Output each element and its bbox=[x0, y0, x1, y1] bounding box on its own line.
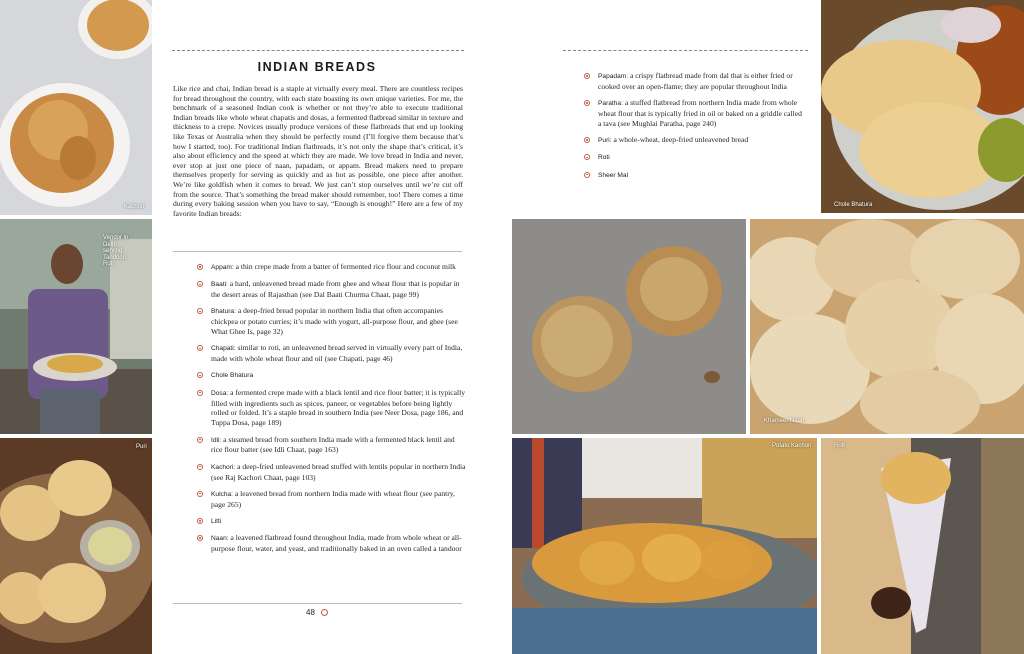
photo-puri bbox=[0, 438, 152, 654]
bullet-icon bbox=[197, 491, 203, 497]
photo-potato-kachori bbox=[512, 438, 817, 654]
photo-chole-bhatura bbox=[821, 0, 1024, 213]
photo-kachori bbox=[0, 0, 152, 215]
list-top-rule bbox=[173, 251, 462, 252]
list-item: Litti bbox=[197, 516, 467, 527]
list-item: Puri: a whole-wheat, deep-fried unleavened bread bbox=[584, 135, 804, 146]
page-title: INDIAN BREADS bbox=[257, 60, 377, 74]
list-item: Chole Bhatura bbox=[197, 370, 467, 381]
page-number: 48 bbox=[306, 608, 315, 617]
list-item: Dosa: a fermented crepe made with a black lentil and rice flour batter; it is typically filled with ingredients such as spices, paneer, or vegetables before being lightly rolled or folded. It’s a staple bread in southern India (see Neer Dosa, page 186, and Tuppa Dosa, page 189) bbox=[197, 388, 467, 429]
bullet-icon bbox=[584, 100, 590, 106]
bullet-icon bbox=[197, 308, 203, 314]
bullet-icon bbox=[197, 264, 203, 270]
top-rule-left bbox=[172, 50, 464, 51]
list-item: Naan: a leavened flatbread found throughout India, made from whole wheat or all-purpose flour, water, and yeast, and traditionally baked in an oven called a tandoor bbox=[197, 533, 467, 554]
intro-paragraph: Like rice and chai, Indian bread is a staple at virtually every meal. There are countless recipes for bread throughout the country, with each state boasting its own unique varieties. For me, the benchmark of a seasoned Indian cook is whether or not they’re able to execute traditional Indian breads like whole wheat chapatis and dosas, a fermented flatbread similar in texture and thickness to a crepe. Novices usually produce versions of these flatbreads that end up looking like Texas or Australia when they should be perfectly round (I’ll forgive them because that’s how I started, too). For traditional Indian flatbreads, it’s not only the shape that’s critical, it’s also about efficiency and the speed at which they are made. We love bread in India and never, ever stop at just one piece of naan, papadam, or appam. Bread makers need to prepare themselves properly for serving as quickly and as hot as possible, one piece after another. We’re like goldfish when it comes to bread. We just can’t stop ourselves until we’re cut off from the source. That’s something the bread maker should remember, too! There comes a time during every baking session when you have to say, “Enough is enough!” Here are a few of my favorite Indian breads: bbox=[173, 84, 463, 218]
bullet-icon bbox=[197, 281, 203, 287]
list-item: Baati: a hard, unleavened bread made from ghee and wheat flour that is popular in the desert areas of Rajasthan (see Dal Baati Churma Chaat, page 99) bbox=[197, 279, 467, 300]
bullet-icon bbox=[197, 437, 203, 443]
photo-baati bbox=[512, 219, 746, 434]
page-number-ornament-icon bbox=[321, 609, 328, 616]
list-item: Kulcha: a leavened bread from northern India made with wheat flour (see pantry, page 265) bbox=[197, 489, 467, 510]
caption-khameer-naan: Khameer Naan bbox=[764, 418, 805, 424]
caption-puri: Puri bbox=[136, 444, 147, 450]
list-item: Roti bbox=[584, 152, 804, 163]
photo-khameer-naan bbox=[750, 219, 1024, 434]
bullet-icon bbox=[584, 73, 590, 79]
photo-roti bbox=[821, 438, 1024, 654]
list-item: Idli: a steamed bread from southern India made with a fermented black lentil and rice flour batter (see Idli Chaat, page 163) bbox=[197, 435, 467, 456]
top-rule-right bbox=[563, 50, 808, 51]
caption-kachori: Kachori bbox=[124, 204, 145, 210]
caption-potato-kachori: Potato Kachori bbox=[772, 443, 812, 449]
list-bottom-rule bbox=[173, 603, 462, 604]
bullet-icon bbox=[197, 518, 203, 524]
list-item: Paratha: a stuffed flatbread from northern India made from whole wheat flour that is typically fried in oil or baked on a griddle called a tava (see Mughlai Paratha, page 240) bbox=[584, 98, 804, 129]
bullet-icon bbox=[197, 464, 203, 470]
bullet-icon bbox=[197, 535, 203, 541]
list-item: Sheer Mal bbox=[584, 170, 804, 181]
caption-chole-bhatura: Chole Bhatura bbox=[834, 202, 873, 208]
bullet-icon bbox=[197, 345, 203, 351]
bullet-icon bbox=[584, 172, 590, 178]
list-item: Chapati: similar to roti, an unleavened bread served in virtually every part of India, made with whole wheat flour and oil (see Chapati, page 46) bbox=[197, 343, 467, 364]
bread-list-right bbox=[584, 71, 804, 187]
bullet-icon bbox=[197, 390, 203, 396]
bread-list-left bbox=[197, 262, 467, 560]
list-item: Appam: a thin crepe made from a batter of fermented rice flour and coconut milk bbox=[197, 262, 467, 273]
bullet-icon bbox=[197, 372, 203, 378]
caption-roti: Roti bbox=[834, 443, 845, 449]
caption-vendor: Vendor in Delhi serving Tandoori Roti bbox=[103, 235, 129, 268]
bullet-icon bbox=[584, 154, 590, 160]
bullet-icon bbox=[584, 137, 590, 143]
list-item: Bhatura: a deep-fried bread popular in northern India that often accompanies chickpea or potato curries; it’s made with yogurt, all-purpose flour, and ghee (see What Ghee Is, page 32) bbox=[197, 306, 467, 337]
list-item: Papadam: a crispy flatbread made from dal that is either fried or cooked over an open-flame; they are popular throughout India bbox=[584, 71, 804, 92]
list-item: Kachori: a deep-fried unleavened bread stuffed with lentils popular in northern India (see Raj Kachori Chaat, page 103) bbox=[197, 462, 467, 483]
